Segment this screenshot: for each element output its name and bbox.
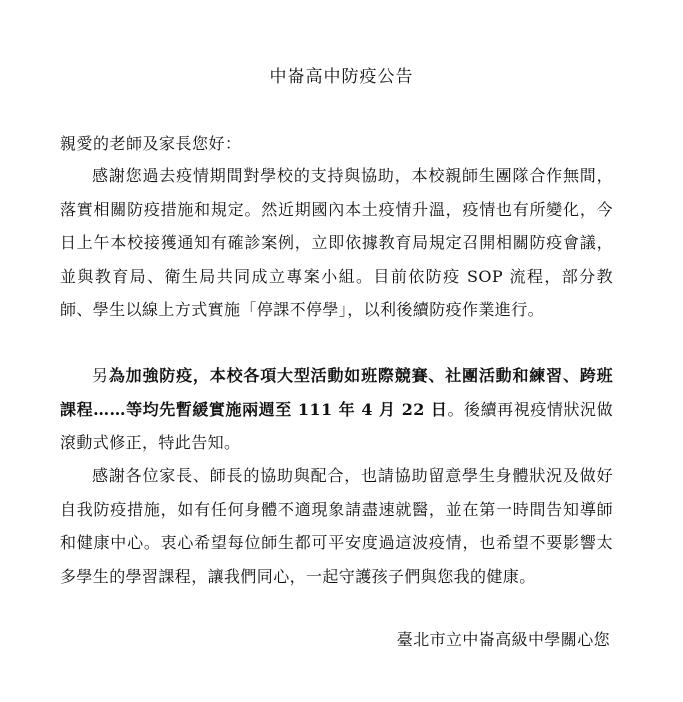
notice-title: 中崙高中防疫公告: [269, 67, 414, 87]
paragraph-activity-suspension: [60, 359, 613, 460]
paragraph-health-request: 感謝各位家長、師長的協助與配合，也請協助留意學生身體狀況及做好自我防疫措施，如有任何身體不適現象請盡速就醫，並在第一時間告知導師和健康中心。衷心希望每位師生都可平安度過這波疫情，也希望不要影響太多學生的學習課程，讓我們同心，一起守護孩子們與您我的健康。: [60, 466, 613, 586]
paragraph-appreciation: 感謝您過去疫情期間對學校的支持與協助，本校親師生團隊合作無間，落實相關防疫措施和規定。然近期國內本土疫情升溫，疫情也有所變化，今日上午本校接獲通知有確診案例，立即依據教育局規定召開相關防疫會議，並與教育局、衛生局共同成立專案小組。目前依防疫 SOP 流程，部分教師、學生以線上方式實施「停課不停學」，以利後續防疫作業進行。: [60, 166, 613, 319]
greeting-line: 親愛的老師及家長您好：: [60, 134, 242, 153]
paragraph-prefix: 另: [92, 366, 109, 385]
school-signature: 臺北市立中崙高級中學關心您: [396, 630, 610, 649]
paragraph-bold-emphasis: 為加強防疫，本校各項大型活動如班際競賽、社團活動和練習、跨班課程……等均先暫緩實施兩週至 111 年 4 月 22 日: [60, 366, 613, 419]
paragraph-suffix: 。後續再視疫情狀況做滾動式修正，特此告知。: [60, 399, 613, 452]
